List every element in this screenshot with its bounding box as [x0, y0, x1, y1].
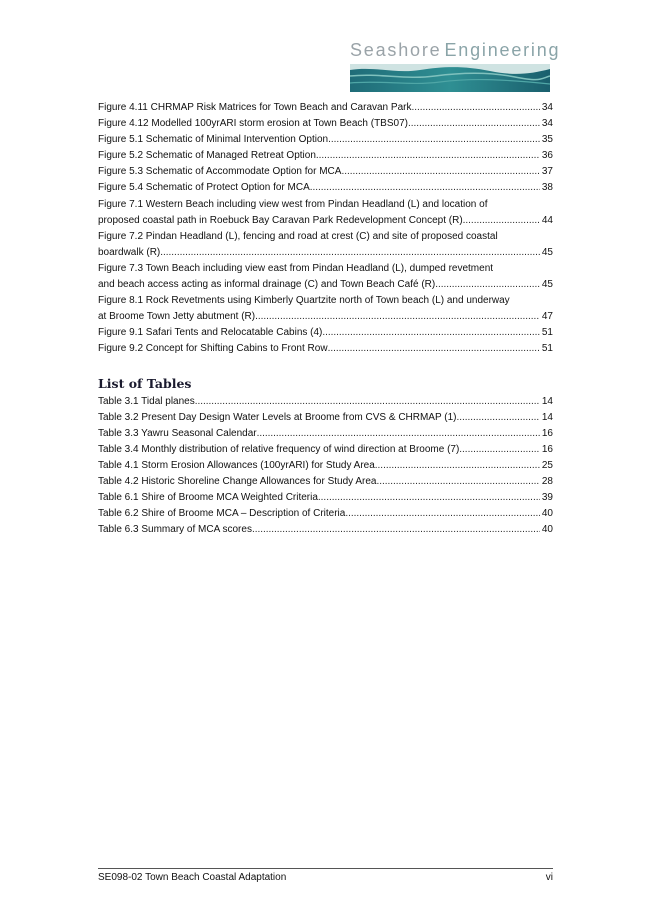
toc-entry[interactable] — [98, 261, 553, 293]
toc-entry[interactable] — [98, 394, 553, 410]
toc-entry-title: Table 3.3 Yawru Seasonal Calendar — [98, 427, 257, 439]
toc-entry[interactable] — [98, 293, 553, 325]
toc-entry-title-line1: Figure 7.1 Western Beach including view west from Pindan Headland (L) and location of — [98, 198, 488, 210]
toc-entry[interactable] — [98, 522, 553, 538]
toc-page-number: 45 — [541, 246, 553, 258]
toc-entry[interactable] — [98, 341, 553, 357]
toc-dot-leader — [195, 394, 540, 410]
logo-waves-graphic — [350, 64, 550, 92]
toc-entry-title: Figure 5.3 Schematic of Accommodate Option for MCA — [98, 166, 342, 178]
toc-content — [98, 100, 553, 538]
toc-dot-leader — [328, 132, 540, 148]
footer-document-title: SE098-02 Town Beach Coastal Adaptation — [98, 872, 287, 883]
list-of-figures — [98, 100, 553, 358]
toc-dot-leader — [411, 100, 539, 116]
toc-page-number: 40 — [541, 508, 553, 520]
toc-entry-title: Table 3.1 Tidal planes — [98, 395, 195, 407]
toc-dot-leader — [310, 180, 540, 196]
seashore-engineering-logo — [350, 40, 561, 92]
toc-entry-title-line1: Figure 8.1 Rock Revetments using Kimberly Quartzite north of Town beach (L) and underway — [98, 295, 510, 307]
toc-entry[interactable] — [98, 132, 553, 148]
toc-page-number: 45 — [541, 279, 553, 291]
toc-dot-leader — [257, 426, 540, 442]
toc-dot-leader — [438, 277, 540, 293]
toc-page-number: 35 — [541, 134, 553, 146]
toc-dot-leader — [316, 148, 540, 164]
toc-entry[interactable] — [98, 506, 553, 522]
toc-page-number: 16 — [541, 427, 553, 439]
toc-entry-title: Table 4.1 Storm Erosion Allowances (100yrARI) for Study Area — [98, 459, 375, 471]
toc-page-number: 34 — [541, 118, 553, 130]
toc-entry-title: Figure 5.4 Schematic of Protect Option for MCA — [98, 182, 310, 194]
toc-entry-title-line1: Figure 7.3 Town Beach including view east from Pindan Headland (L), dumped revetment — [98, 262, 494, 274]
toc-dot-leader — [459, 442, 540, 458]
toc-entry[interactable] — [98, 229, 553, 261]
toc-entry[interactable] — [98, 474, 553, 490]
toc-page-number: 51 — [541, 343, 553, 355]
toc-entry-title: Figure 4.11 CHRMAP Risk Matrices for Town Beach and Caravan Park — [98, 102, 412, 113]
toc-entry-title: Figure 9.1 Safari Tents and Relocatable Cabins (4) — [98, 327, 323, 339]
list-of-tables — [98, 394, 553, 539]
toc-entry-title-line2: and beach access acting as informal drainage (C) and Town Beach Café (R). — [98, 279, 438, 291]
toc-dot-leader — [328, 341, 540, 357]
toc-entry-title: Table 3.4 Monthly distribution of relative frequency of wind direction at Broome (7) — [98, 443, 460, 455]
toc-page-number: 34 — [541, 102, 553, 113]
toc-entry[interactable] — [98, 410, 553, 426]
toc-dot-leader — [408, 116, 540, 132]
toc-entry[interactable] — [98, 442, 553, 458]
toc-dot-leader — [465, 213, 539, 229]
toc-entry-title: Table 6.3 Summary of MCA scores — [98, 524, 252, 536]
toc-dot-leader — [456, 410, 539, 426]
toc-page-number: 25 — [541, 459, 553, 471]
toc-page-number: 37 — [541, 166, 553, 178]
toc-entry-title: Table 4.2 Historic Shoreline Change Allowances for Study Area — [98, 475, 377, 487]
toc-entry[interactable] — [98, 116, 553, 132]
logo-word-seashore: Seashore — [350, 40, 442, 60]
toc-page-number: 14 — [541, 395, 553, 407]
toc-page-number: 40 — [541, 524, 553, 536]
toc-entry-title-line2: boardwalk (R). — [98, 246, 164, 258]
toc-dot-leader — [318, 490, 540, 506]
toc-entry[interactable] — [98, 426, 553, 442]
toc-dot-leader — [258, 309, 540, 325]
toc-entry-title-line2: proposed coastal path in Roebuck Bay Caravan Park Redevelopment Concept (R). — [98, 214, 466, 226]
toc-entry-title-line1: Figure 7.2 Pindan Headland (L), fencing and road at crest (C) and site of proposed coastal — [98, 230, 498, 242]
toc-page-number: 39 — [541, 492, 553, 504]
toc-entry[interactable] — [98, 148, 553, 164]
toc-entry[interactable] — [98, 325, 553, 341]
toc-page-number: 36 — [541, 150, 553, 162]
toc-page-number: 47 — [541, 311, 553, 323]
toc-entry[interactable] — [98, 458, 553, 474]
toc-dot-leader — [345, 506, 540, 522]
logo-wordmark — [350, 40, 561, 61]
toc-dot-leader — [341, 164, 539, 180]
toc-dot-leader — [377, 474, 540, 490]
toc-entry-title: Figure 5.1 Schematic of Minimal Intervention Option — [98, 134, 329, 146]
toc-entry[interactable] — [98, 197, 553, 229]
toc-entry[interactable] — [98, 164, 553, 180]
toc-page-number: 14 — [541, 411, 553, 423]
toc-dot-leader — [322, 325, 539, 341]
toc-entry-title: Table 3.2 Present Day Design Water Levels at Broome from CVS & CHRMAP (1) — [98, 411, 457, 423]
list-of-tables-heading: List of Tables — [98, 375, 192, 391]
toc-entry[interactable] — [98, 490, 553, 506]
toc-page-number: 16 — [541, 443, 553, 455]
toc-dot-leader — [375, 458, 540, 474]
toc-page-number: 44 — [541, 214, 553, 226]
toc-entry[interactable] — [98, 100, 553, 116]
toc-entry-title: Table 6.1 Shire of Broome MCA Weighted Criteria — [98, 492, 318, 504]
toc-page-number: 38 — [541, 182, 553, 194]
logo-word-engineering: Engineering — [444, 40, 561, 60]
toc-entry-title: Figure 5.2 Schematic of Managed Retreat Option — [98, 150, 316, 162]
footer-page-number: vi — [545, 872, 553, 883]
toc-entry-title-line2: at Broome Town Jetty abutment (R). — [98, 311, 258, 323]
toc-dot-leader — [252, 522, 540, 538]
toc-entry-title: Table 6.2 Shire of Broome MCA – Description of Criteria — [98, 508, 346, 520]
toc-entry[interactable] — [98, 180, 553, 196]
toc-entry-title: Figure 9.2 Concept for Shifting Cabins to Front Row — [98, 343, 328, 355]
toc-entry-title: Figure 4.12 Modelled 100yrARI storm erosion at Town Beach (TBS07) — [98, 118, 408, 130]
toc-page-number: 51 — [541, 327, 553, 339]
page-footer — [98, 868, 553, 883]
toc-dot-leader — [163, 245, 540, 261]
toc-page-number: 28 — [541, 475, 553, 487]
